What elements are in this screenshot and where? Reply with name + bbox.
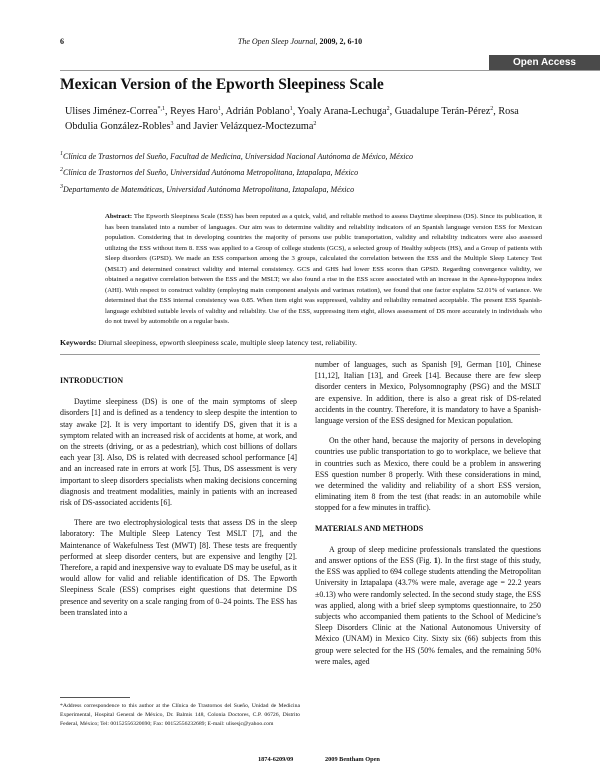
introduction-paragraph-2: There are two electrophysiological tests that assess DS in the sleep laboratory: The Multiple Sleep Latency Test MSLT [7], and the Maintenance of Wakefulness Test (MWT) [8]. These tests are frequently performed at sleep disorder centers, but are expensive and lengthy [2]. Therefore, a rapid and inexpensive way to evaluate DS may be useful, as it would allow for valid and reliable identification of DS. The Epworth Sleepiness Scale (ESS) comprises eight questions that determine DS presence and severity on a scale ranging from of 0–24 points. The ESS has been translated into a [60, 518, 297, 617]
left-column [60, 375, 297, 627]
introduction-paragraph-3: On the other hand, because the majority of persons in developing countries use public transportation to go to workplace, we believe that in countries such as Mexico, there could be a problem in answering ESS question number 8 properly. With these considerations in mind, we determined the validity and reliability of a short ESS version, eliminating item 8 from the test (that reads: in an automobile while stopped for a few minutes in traffic). [315, 436, 541, 513]
affiliation-marker: 3 [60, 184, 63, 190]
methods-paragraph-1 [315, 544, 541, 667]
header-divider [60, 70, 600, 71]
affiliation-1 [60, 152, 413, 161]
author-separator: , [389, 106, 395, 117]
issn: 1874-6209/09 [258, 756, 294, 763]
methods-text-end: ). In the first stage of this study, the ESS was applied to 694 college students attending the Metropolitan University in Iztapalapa (43.7% were male, average age = 22.2 years ±0.13) who were randomly selected. In the second study stage, the ESS was applied, along with a brief sleep symptoms questionnaire, to 250 subjects who accompanied them patients to the School of Medicine’s Sleep Disorders Clinic at the National Autonomous University of México (UNAM) in Mexico City. Sixty six (66) subjects from this group were selected for the HS (50% females, and the remaining 50% were males, aged [315, 556, 541, 666]
affiliation-marker: 2 [60, 167, 63, 173]
author-affiliation-marker: 2 [490, 106, 494, 112]
open-access-badge: Open Access [489, 55, 600, 70]
author-name: Reyes Haro [170, 106, 218, 117]
abstract-text: The Epworth Sleepiness Scale (ESS) has been reputed as a quick, valid, and reliable method to assess Daytime sleepiness (DS). Since its publication, it has been translated into a number of languages. Our aim was to determine validity and reliability indicators of an Spanish language version ESS for Mexican population. Considering that in developing countries the majority of persons use public transportation, validity and reliability indicators were also assessed utilizing the ESS without item 8. ESS was applied to a Group of college students (GCS), a selected group of Healthy subjects (HS), and a Group of patients with Sleep disorders (GPSD). We made an ESS comparison among the 3 groups, calculated the correlation between the ESS and the Multiple Sleep Latency Test (MSLT) and determined construct validity and internal consistency. GCS and GHS had lower ESS scores than GPSD. Regarding convergence validity, we obtained a negative correlation between the ESS and the MSLT; we also found a rise in the ESS score associated with an increase in the Apnea-hypopnea index (AHI). With respect to construct validity (employing main component analysis and varimax rotation), we found that one factor explains 52.01% of variance. We determined that the ESS internal consistency was 0.85. When item eight was suppressed, validity and reliability remained acceptable. The present ESS Spanish-language exhibited suitable levels of validity and reliability. Use of the ESS, suppressing item eight, allows assessment of DS more accurately in individuals who do not travel by automobile on a regular basis. [105, 213, 542, 325]
author-name: Guadalupe Terán-Pérez [394, 106, 491, 117]
figure-reference[interactable]: 1 [433, 556, 438, 566]
methods-heading: MATERIALS AND METHODS [315, 523, 424, 533]
keywords-divider [60, 354, 540, 355]
affiliation-2 [60, 168, 358, 177]
author-affiliation-marker: 1 [217, 106, 221, 112]
abstract-label: Abstract: [105, 213, 133, 220]
affiliation-3 [60, 185, 354, 194]
methods-text-start: A group of sleep medicine professionals translated the questions and answer options of the ESS (Fig. [315, 544, 541, 566]
author-list [65, 104, 535, 134]
article-title: Mexican Version of the Epworth Sleepiness Scale [60, 76, 384, 93]
author-name: Adrián Poblano [225, 106, 290, 117]
copyright: 2009 Bentham Open [325, 756, 380, 763]
affiliation-text: Clínica de Trastornos del Sueño, Universidad Autónoma Metropolitana, Iztapalapa, México [63, 168, 359, 177]
affiliation-text: Clínica de Trastornos del Sueño, Facultad de Medicina, Universidad Nacional Autónoma de México, México [63, 152, 414, 161]
author-affiliation-marker: 3 [170, 121, 174, 127]
abstract [105, 212, 542, 328]
introduction-paragraph-2-continued: number of languages, such as Spanish [9], German [10], Chinese [11,12], Italian [13], and Greek [14]. Because there are few sleep disorder centers in Mexico, Polysomnography (PSG) and the MSLT are expensive. In addition, there is also a great risk of DS-related accidents in the country. Therefore, it is mandatory to have a Spanish-language version of the ESS designed for Mexican population. [315, 360, 541, 426]
keywords-label: Keywords: [60, 338, 97, 347]
author-name: Javier Velázquez-Moctezuma [193, 121, 314, 132]
author-separator: , [493, 106, 499, 117]
affiliation-text: Departamento de Matemáticas, Universidad Autónoma Metropolitana, Iztapalapa, México [63, 185, 355, 194]
author-separator: and [173, 121, 194, 132]
author-separator: , [165, 106, 171, 117]
author-affiliation-marker: 2 [386, 106, 390, 112]
author-affiliation-marker: 1 [289, 106, 293, 112]
page-number: 6 [60, 37, 64, 46]
journal-volume: 2009, 2, 6-10 [319, 37, 363, 46]
keywords [60, 338, 530, 347]
author-affiliation-marker: 2 [313, 121, 317, 127]
correspondence-footnote: *Address correspondence to this author at the Clínica de Trastornos del Sueño, Unidad de Medicina Experimental, Hospital General de México, Dr. Balmis 148, Colonia Doctores, C.P. 06726, Distrito Federal, México; Tel: 00152556320690; Fax: 00152556232689; E-mail: ulisesjc@yahoo.com [60, 703, 300, 728]
journal-citation [0, 37, 600, 46]
keywords-text: Diurnal sleepiness, epworth sleepiness scale, multiple sleep latency test, reliability. [98, 338, 358, 347]
journal-name: The Open Sleep Journal, [237, 37, 318, 46]
footnote-divider [60, 697, 130, 698]
author-separator: , [292, 106, 298, 117]
author-name: Rosa Obdulia González-Robles [65, 106, 519, 132]
author-name: Ulises Jiménez-Correa [65, 106, 158, 117]
affiliation-marker: 1 [60, 151, 63, 157]
introduction-heading: INTRODUCTION [60, 376, 124, 385]
author-affiliation-marker: *,1 [157, 106, 166, 112]
introduction-paragraph-1: Daytime sleepiness (DS) is one of the main symptoms of sleep disorders [1] and is defined as a tendency to sleep despite the intention to stay awake [2]. It is very important to identify DS, given that it is a symptom related with an increased risk of accidents at home, at work, and on the streets (driving, or as a pedestrian), which cost billions of dollars each year [3]. Also, DS is related with decreased school performance [4] and an increased rate in errors at work [5]. Thus, DS assessment is very important to sleep disorders specialists when making decisions concerning diagnosis and treatment modalities, mainly in patients with an increased risk of DS-associated accidents [6]. [60, 397, 297, 508]
author-name: Yoaly Arana-Lechuga [297, 106, 387, 117]
right-column [315, 359, 541, 676]
author-separator: , [220, 106, 226, 117]
